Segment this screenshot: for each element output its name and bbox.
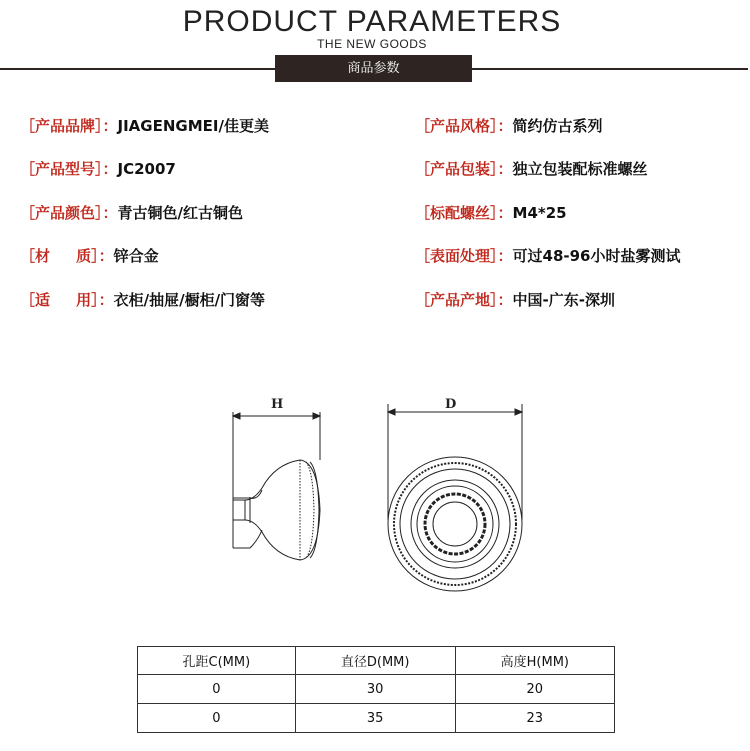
param-value: 衣柜/抽屉/橱柜/门窗等 <box>113 291 266 309</box>
param-value: JC2007 <box>117 160 176 178</box>
param-surface <box>415 245 681 266</box>
param-value: 青古铜色/红古铜色 <box>117 204 243 222</box>
param-label: ［适 用］： <box>20 291 114 309</box>
param-screw <box>415 202 567 223</box>
param-label: ［标配螺丝］： <box>415 204 513 222</box>
param-label: ［产品包装］： <box>415 160 513 178</box>
param-color <box>20 202 243 223</box>
param-value: 锌合金 <box>113 247 159 265</box>
table-cell: 23 <box>455 704 614 733</box>
table-row <box>138 675 615 704</box>
side-height-label: H <box>271 397 284 412</box>
table-cell: 30 <box>295 675 455 704</box>
param-model <box>20 158 176 179</box>
front-diameter-dimension <box>388 404 522 520</box>
col-header: 高度H(MM) <box>455 647 614 675</box>
param-label: ［产品型号］： <box>20 160 118 178</box>
page-title: PRODUCT PARAMETERS <box>182 5 562 38</box>
front-diameter-label: D <box>445 397 457 412</box>
param-label: ［材 质］： <box>20 247 114 265</box>
param-style <box>415 115 603 136</box>
param-value: 独立包装配标准螺丝 <box>512 160 648 178</box>
param-usage <box>20 289 265 310</box>
param-label: ［表面处理］： <box>415 247 513 265</box>
knob-side-view <box>233 460 320 560</box>
param-label: ［产品产地］： <box>415 291 513 309</box>
param-material <box>20 245 159 266</box>
page-subtitle: THE NEW GOODS <box>317 37 427 51</box>
param-label: ［产品颜色］： <box>20 204 118 222</box>
col-header: 直径D(MM) <box>295 647 455 675</box>
param-value: JIAGENGMEI/佳更美 <box>117 117 269 135</box>
table-cell: 0 <box>138 675 296 704</box>
col-header: 孔距C(MM) <box>138 647 296 675</box>
param-label: ［产品风格］： <box>415 117 513 135</box>
param-value: 简约仿古系列 <box>512 117 603 135</box>
param-value: M4*25 <box>512 204 567 222</box>
knob-front-view <box>388 457 522 591</box>
knob-technical-drawing <box>0 380 750 600</box>
param-brand <box>20 115 269 136</box>
table-cell: 20 <box>455 675 614 704</box>
side-height-dimension <box>233 412 320 545</box>
table-cell: 0 <box>138 704 296 733</box>
param-value: 可过48-96小时盐雾测试 <box>512 247 681 265</box>
table-header-row <box>138 647 615 675</box>
param-label: ［产品品牌］： <box>20 117 118 135</box>
param-value: 中国-广东-深圳 <box>512 291 615 309</box>
table-row <box>138 704 615 733</box>
section-banner: 商品参数 <box>275 55 472 82</box>
spec-table <box>137 646 615 733</box>
param-origin <box>415 289 615 310</box>
table-cell: 35 <box>295 704 455 733</box>
param-packaging <box>415 158 648 179</box>
